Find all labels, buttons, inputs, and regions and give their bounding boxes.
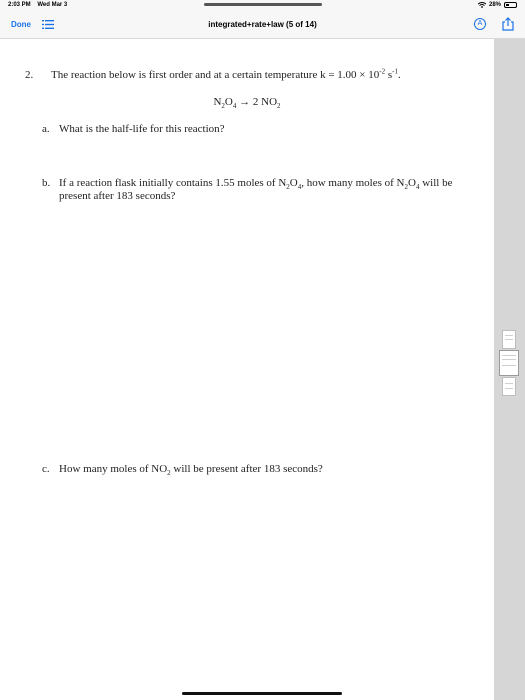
part-c-text-1: How many moles of NO bbox=[59, 463, 168, 475]
eq-arrow: → bbox=[236, 96, 253, 108]
stem-exponent: -2 bbox=[379, 67, 386, 76]
page-thumbnail-sidebar[interactable] bbox=[494, 39, 525, 700]
part-b-text-5: will be present after 183 seconds? bbox=[59, 177, 453, 202]
eq-reactant-sub2: 4 bbox=[232, 102, 237, 111]
eq-product-sub: 2 bbox=[277, 102, 281, 111]
wifi-icon bbox=[478, 2, 486, 8]
part-b-text-3: , how many moles of N bbox=[301, 177, 405, 189]
battery-percent: 28% bbox=[488, 2, 501, 8]
part-c-text-2: will be present after 183 seconds? bbox=[170, 463, 323, 475]
stem-unit: s bbox=[385, 69, 393, 81]
share-icon[interactable] bbox=[502, 17, 514, 31]
stem-end: . bbox=[397, 69, 401, 81]
part-b-letter: b. bbox=[42, 177, 51, 189]
part-b-sub-2: 4 bbox=[297, 183, 302, 192]
multitasking-handle[interactable] bbox=[204, 3, 322, 6]
nav-bar bbox=[0, 12, 525, 39]
part-c-text bbox=[59, 463, 323, 478]
battery-icon bbox=[504, 2, 517, 8]
eq-reactant-n: N bbox=[213, 96, 222, 108]
part-b-text-1: If a reaction flask initially contains 1.55 moles of N bbox=[59, 177, 287, 189]
status-date: Wed Mar 3 bbox=[37, 2, 68, 8]
status-bar bbox=[0, 0, 525, 12]
part-b-text-2: O bbox=[289, 177, 298, 189]
part-b-sub-1: 2 bbox=[286, 183, 290, 192]
part-c-sub-1: 2 bbox=[167, 469, 171, 478]
status-time: 2:03 PM bbox=[8, 2, 31, 8]
question-stem bbox=[51, 69, 401, 81]
part-b-sub-4: 4 bbox=[415, 183, 420, 192]
part-c-letter: c. bbox=[42, 463, 50, 475]
eq-reactant-sub1: 2 bbox=[221, 102, 225, 111]
eq-product: 2 NO bbox=[252, 96, 278, 108]
document-title: integrated+rate+law (5 of 14) bbox=[208, 20, 317, 29]
done-button[interactable]: Done bbox=[11, 20, 31, 29]
eq-reactant-o: O bbox=[224, 96, 233, 108]
part-b-text-4: O bbox=[408, 177, 416, 189]
page-thumbnail[interactable] bbox=[502, 330, 516, 349]
part-a-letter: a. bbox=[42, 123, 50, 135]
document-page bbox=[0, 39, 494, 700]
page-thumbnail-current[interactable] bbox=[499, 350, 519, 376]
status-indicators bbox=[478, 2, 517, 8]
part-b-text bbox=[59, 177, 479, 203]
stem-unit-exponent: -1 bbox=[392, 67, 398, 76]
home-indicator[interactable] bbox=[182, 692, 342, 695]
question-number: 2. bbox=[25, 69, 34, 81]
question-stem-text: The reaction below is first order and at a certain temperature k = 1.00 × 10 bbox=[51, 69, 380, 81]
status-time-date bbox=[8, 2, 72, 8]
reaction-equation bbox=[0, 96, 494, 111]
part-b-sub-3: 2 bbox=[404, 183, 408, 192]
markup-icon[interactable]: A bbox=[474, 18, 486, 30]
page-thumbnail[interactable] bbox=[502, 377, 516, 396]
part-a-text: What is the half-life for this reaction? bbox=[59, 123, 225, 135]
